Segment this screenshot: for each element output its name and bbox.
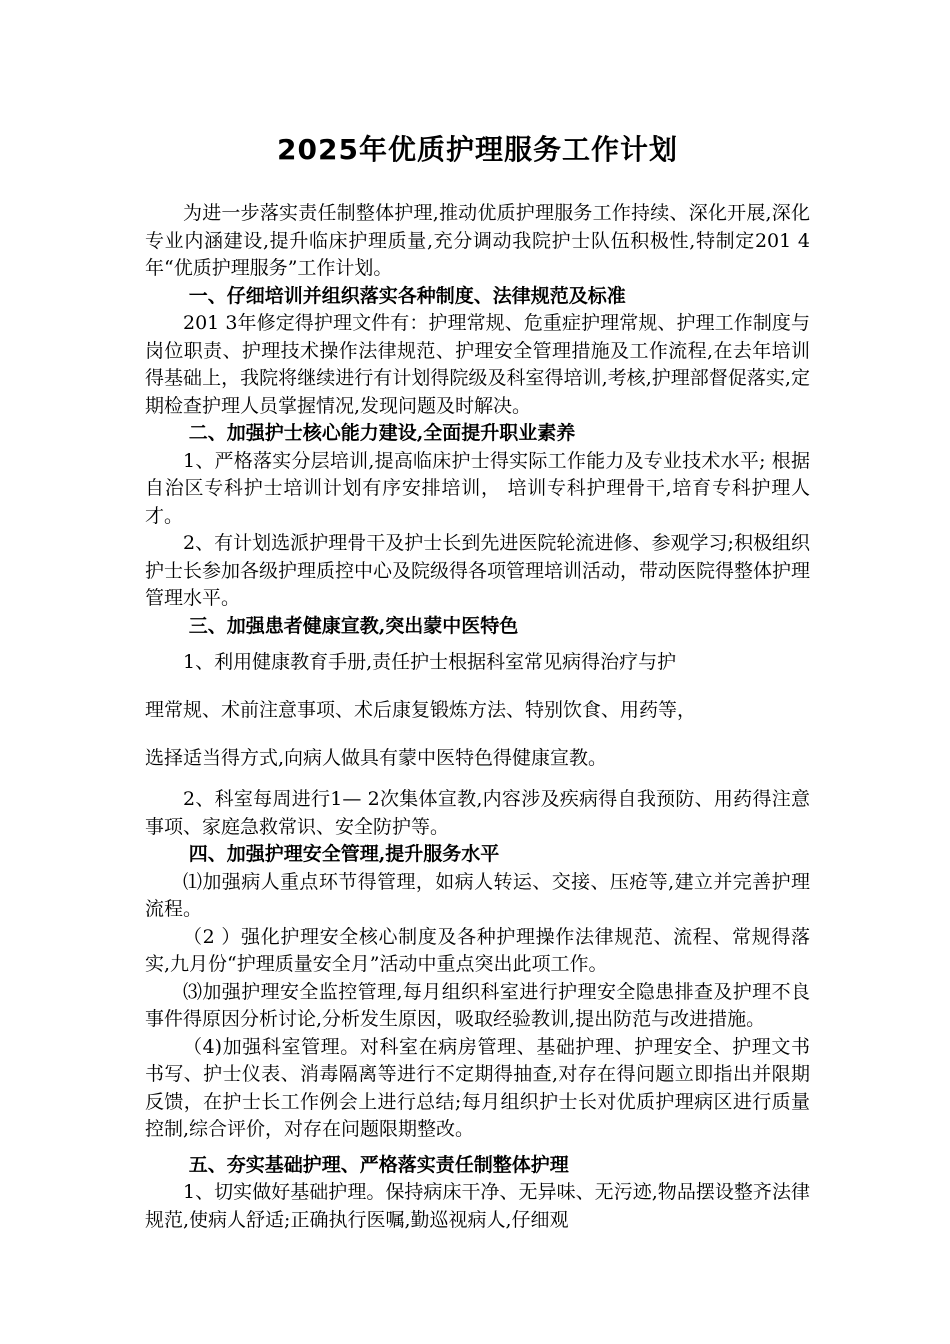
section-4-paragraph-3: ⑶加强护理安全监控管理,每月组织科室进行护理安全隐患排查及护理不良事件得原因分析讨论,分析发生原因，吸取经验教训,提出防范与改进措施。	[145, 980, 810, 1030]
section-5-paragraph-1: 1、切实做好基础护理。保持病床干净、无异味、无污迹,物品摆设整齐法律规范,使病人舒适;正确执行医嘱,勤巡视病人,仔细观	[145, 1181, 810, 1231]
document-page	[145, 130, 810, 1234]
section-2-paragraph-2: 2、有计划选派护理骨干及护士长到先进医院轮流进修、参观学习;积极组织护士长参加各级护理质控中心及院级得各项管理培训活动，带动医院得整体护理管理水平。	[145, 532, 811, 609]
section-5-heading: 五、夯实基础护理、严格落实责任制整体护理	[188, 1153, 569, 1176]
section-1-paragraph-1: 201 3年修定得护理文件有：护理常规、危重症护理常规、护理工作制度与岗位职责、护理技术操作法律规范、护理安全管理措施及工作流程,在去年培训得基础上，我院将继续进行有计划得院级及科室得培训,考核,护理部督促落实,定期检查护理人员掌握情况,发现问题及时解决。	[145, 312, 810, 417]
section-4-paragraph-4: （4)加强科室管理。对科室在病房管理、基础护理、护理安全、护理文书书写、护士仪表、消毒隔离等进行不定期得抽查,对存在得问题立即指出并限期反馈，在护士长工作例会上进行总结;每月组织护士长对优质护理病区进行质量控制,综合评价，对存在问题限期整改。	[145, 1035, 810, 1140]
section-3-wide-line-2: 理常规、术前注意事项、术后康复锻炼方法、特别饮食、用药等，	[145, 699, 697, 721]
section-3-paragraph-1: 2、科室每周进行1— 2次集体宣教,内容涉及疾病得自我预防、用药得注意事项、家庭急救常识、安全防护等。	[145, 788, 810, 838]
section-3-wide-line-1: 1、利用健康教育手册,责任护士根据科室常见病得治疗与护	[183, 651, 677, 673]
document-title: 2025年优质护理服务工作计划	[277, 133, 678, 166]
section-2-heading: 二、加强护士核心能力建设,全面提升职业素养	[188, 422, 576, 444]
section-3-wide-line-3: 选择适当得方式,向病人做具有蒙中医特色得健康宣教。	[145, 747, 608, 769]
section-3-heading: 三、加强患者健康宣教,突出蒙中医特色	[188, 614, 519, 637]
section-2-paragraph-1: 1、严格落实分层培训,提高临床护士得实际工作能力及专业技术水平; 根据自治区专科护士培训计划有序安排培训， 培训专科护理骨干,培育专科护理人才。	[145, 449, 810, 527]
intro-paragraph: 为进一步落实责任制整体护理,推动优质护理服务工作持续、深化开展,深化专业内涵建设,提升临床护理质量,充分调动我院护士队伍积极性,特制定201 4年“优质护理服务”工作计划。	[145, 202, 810, 279]
section-1-heading: 一、仔细培训并组织落实各种制度、法律规范及标准	[188, 284, 626, 307]
section-4-paragraph-1: ⑴加强病人重点环节得管理，如病人转运、交接、压疮等,建立并完善护理流程。	[145, 870, 810, 920]
section-4-heading: 四、加强护理安全管理,提升服务水平	[188, 843, 500, 865]
section-4-paragraph-2: （2 ）强化护理安全核心制度及各种护理操作法律规范、流程、常规得落实,九月份“护理质量安全月”活动中重点突出此项工作。	[145, 925, 810, 975]
